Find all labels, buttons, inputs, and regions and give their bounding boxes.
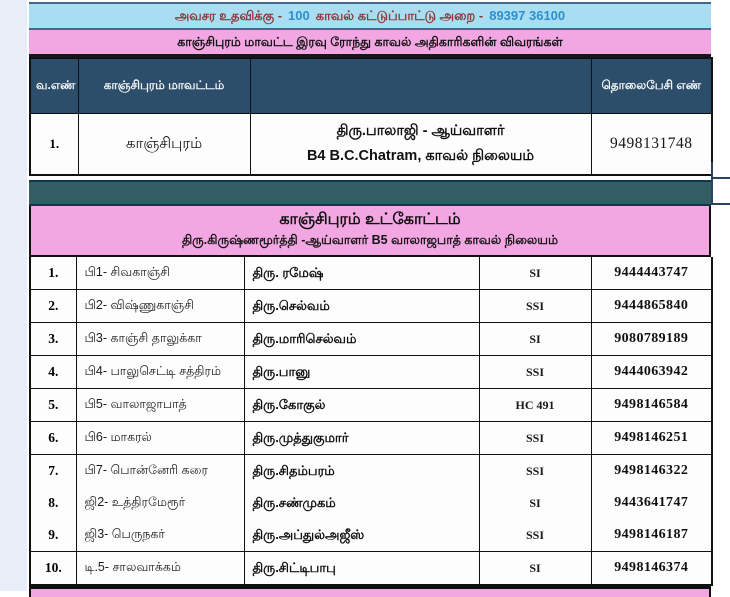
officer-phone: 9498146584 [591,389,712,422]
control-room-number: 89397 36100 [489,8,566,23]
officer-row [30,422,712,455]
officer-name: திரு.பானு [244,356,479,389]
district-table-header-row [30,58,712,114]
district-officer-cell [250,114,591,176]
officer-station: பி3- காஞ்சி தாலுக்கா [76,323,244,356]
document-title: காஞ்சிபுரம் மாவட்ட இரவு ரோந்து காவல் அதிகாரிகளின் விவரங்கள் [29,30,711,57]
officer-row [30,389,712,422]
officer-serial: 3. [30,323,76,356]
officer-name: திரு.கோகுல் [244,389,479,422]
emergency-number-100: 100 [288,8,310,23]
officer-phone: 9498146322 [591,455,712,488]
officer-phone: 9444865840 [591,290,712,323]
officer-serial: 10. [30,552,76,586]
district-row [30,114,712,176]
officer-rank: SSI [479,455,591,488]
officer-row [30,519,712,552]
officers-table-body [30,257,712,585]
header-officer-empty [250,58,591,114]
officer-serial: 6. [30,422,76,455]
officer-phone: 9498146187 [591,519,712,552]
subdivision-header [29,206,711,257]
night-patrol-officers-table [29,257,713,586]
district-serial: 1. [30,114,78,176]
emergency-text-1: அவசர உதவிக்கு - [174,8,283,23]
header-district: காஞ்சிபுரம் மாவட்டம் [78,58,250,114]
officer-station: பி6- மாகரல் [76,422,244,455]
officer-phone: 9444443747 [591,257,712,290]
officer-name: திரு.செல்வம் [244,290,479,323]
district-table [29,57,713,176]
header-phone-number: தொலைபேசி எண் [591,58,712,114]
officer-station: பி7- பொன்னேரி கரை [76,455,244,488]
officer-serial: 4. [30,356,76,389]
district-officer-name: திரு.பாலாஜி - ஆய்வாளர் [336,122,505,139]
subdivision-inspector-line: திரு.கிருஷ்ணமூர்த்தி -ஆய்வாளர் B5 வாலாஜபாத் காவல் நிலையம் [181,233,559,247]
officer-station: டி.5- சாலவாக்கம் [76,552,244,586]
officer-serial: 2. [30,290,76,323]
officer-name: திரு.முத்துகுமார் [244,422,479,455]
officer-rank: SSI [479,519,591,552]
officer-row [30,487,712,519]
officer-serial: 1. [30,257,76,290]
next-section-band-cropped [29,586,711,597]
district-phone: 9498131748 [591,114,712,176]
emergency-contact-bar [29,2,711,30]
separator-band [29,180,711,206]
table-edge-line-stub-bottom [711,203,730,205]
officer-name: திரு.சண்முகம் [244,487,479,519]
officer-rank: SI [479,257,591,290]
officer-row [30,323,712,356]
subdivision-title: காஞ்சிபுரம் உட்கோட்டம் [279,211,461,228]
scanned-document [29,2,711,597]
officer-station: பி1- சிவகாஞ்சி [76,257,244,290]
district-officer-station: B4 B.C.Chatram, காவல் நிலையம் [306,147,535,164]
officer-phone: 9498146374 [591,552,712,586]
officer-phone: 9080789189 [591,323,712,356]
officer-rank: HC 491 [479,389,591,422]
officer-name: திரு.மாரிசெல்வம் [244,323,479,356]
officer-rank: SI [479,323,591,356]
officer-rank: SI [479,552,591,586]
officer-serial: 9. [30,519,76,552]
officer-rank: SI [479,487,591,519]
officer-row [30,552,712,586]
officer-phone: 9443641747 [591,487,712,519]
officer-station: பி2- விஷ்ணுகாஞ்சி [76,290,244,323]
emergency-text-2: காவல் கட்டுப்பாட்டு அறை - [315,8,484,23]
table-edge-line-stub-vertical [711,162,713,205]
officer-rank: SSI [479,356,591,389]
officer-phone: 9444063942 [591,356,712,389]
officer-row [30,356,712,389]
officer-station: பி4- பாலுசெட்டி சத்திரம் [76,356,244,389]
officer-phone: 9498146251 [591,422,712,455]
header-serial-number: வ.எண் [30,58,78,114]
district-name: காஞ்சிபுரம் [78,114,250,176]
officer-name: திரு.சிதம்பரம் [244,455,479,488]
officer-name: திரு. ரமேஷ் [244,257,479,290]
officer-row [30,455,712,488]
officer-name: திரு.அப்துல்அஜீஸ் [244,519,479,552]
table-edge-line-stub-top [711,177,730,179]
officer-rank: SSI [479,422,591,455]
page-left-margin [0,0,27,591]
officer-serial: 8. [30,487,76,519]
officer-serial: 7. [30,455,76,488]
officer-row [30,257,712,290]
officer-station: ஜி2- உத்திரமேரூர் [76,487,244,519]
officer-station: பி5- வாலாஜாபாத் [76,389,244,422]
officer-row [30,290,712,323]
officer-rank: SSI [479,290,591,323]
officer-serial: 5. [30,389,76,422]
officer-name: திரு.சிட்டிபாபு [244,552,479,586]
officer-station: ஜி3- பெருநகர் [76,519,244,552]
